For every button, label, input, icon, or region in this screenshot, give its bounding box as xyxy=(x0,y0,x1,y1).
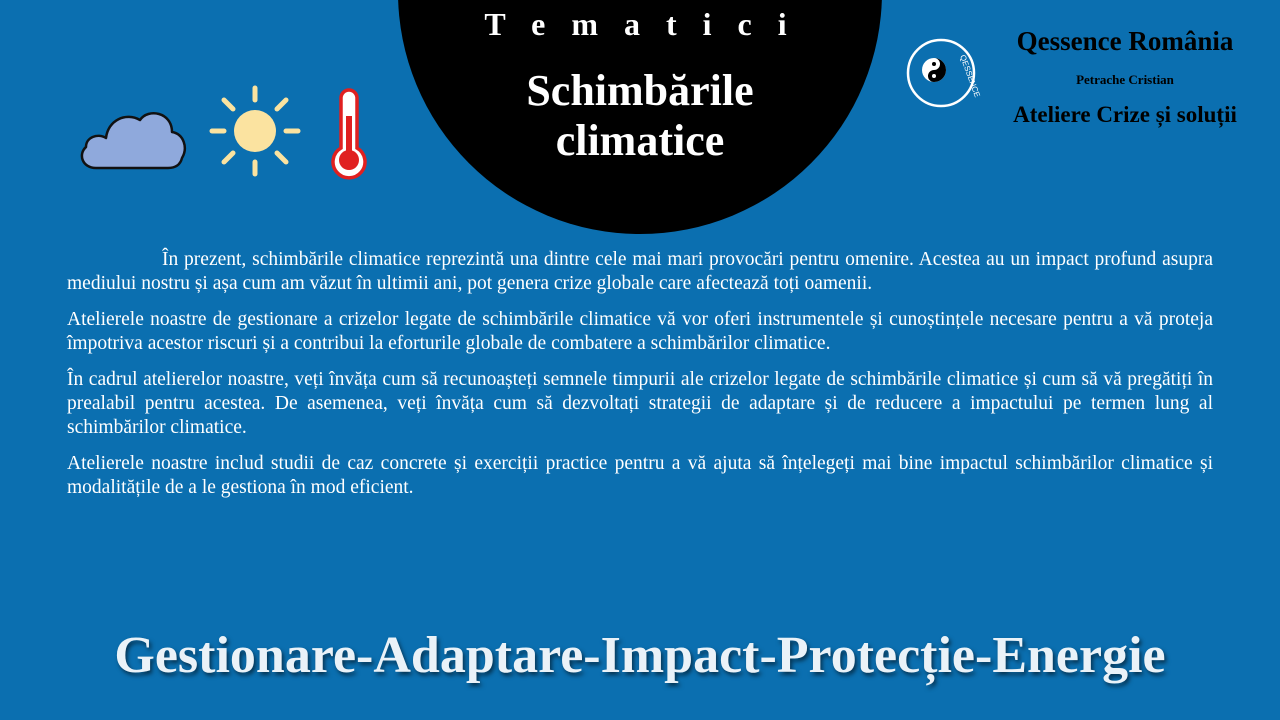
brand-block xyxy=(900,26,1280,140)
body-text xyxy=(67,248,1213,512)
thermometer-icon xyxy=(326,86,372,180)
paragraph-2: Atelierele noastre de gestionare a crizelor legate de schimbările climatice vă vor oferi instrumentele și cunoștințele necesare pentru a vă proteja împotriva acestor riscuri și a contribui la eforturile globale de combatere a schimbărilor climatice. xyxy=(67,309,1213,354)
qessence-logo xyxy=(904,36,982,110)
paragraph-4: Atelierele noastre includ studii de caz concrete și exerciții practice pentru a vă ajuta să înțelegeți mai bine impactul schimbărilor climatice și modalitățile de a le gestiona în mod eficient. xyxy=(67,453,1213,498)
title-line-2: climatice xyxy=(555,116,725,165)
cloud-icon xyxy=(76,102,188,172)
brand-author: Petrache Cristian xyxy=(1076,72,1174,87)
sun-icon xyxy=(208,84,302,178)
title-line-1: Schimbările xyxy=(526,66,754,115)
weather-icons xyxy=(72,82,382,182)
paragraph-3: În cadrul atelierelor noastre, veți învăța cum să recunoașteți semnele timpurii ale crizelor legate de schimbările climatice și cum să vă pregătiți în prealabil pentru acestea. De asemenea, veți învăța cum să dezvoltați strategii de adaptare și de reducere a impactului pe termen lung al schimbărilor climatice. xyxy=(67,369,1213,438)
logo-text: QESSENCE xyxy=(958,53,982,99)
section-kicker: T e m a t i c i xyxy=(484,6,796,42)
brand-name: Qessence România xyxy=(1016,26,1234,56)
footer-keywords: Gestionare-Adaptare-Impact-Protecție-Energie xyxy=(114,627,1166,684)
brand-tagline: Ateliere Crize și soluții xyxy=(1013,102,1237,127)
page-title xyxy=(398,66,882,166)
paragraph-1: În prezent, schimbările climatice reprezintă una dintre cele mai mari provocări pentru omenire. Acestea au un impact profund asupra mediului nostru și așa cum am văzut în ultimii ani, pot genera crize globale care afectează toți oamenii. xyxy=(67,249,1213,294)
